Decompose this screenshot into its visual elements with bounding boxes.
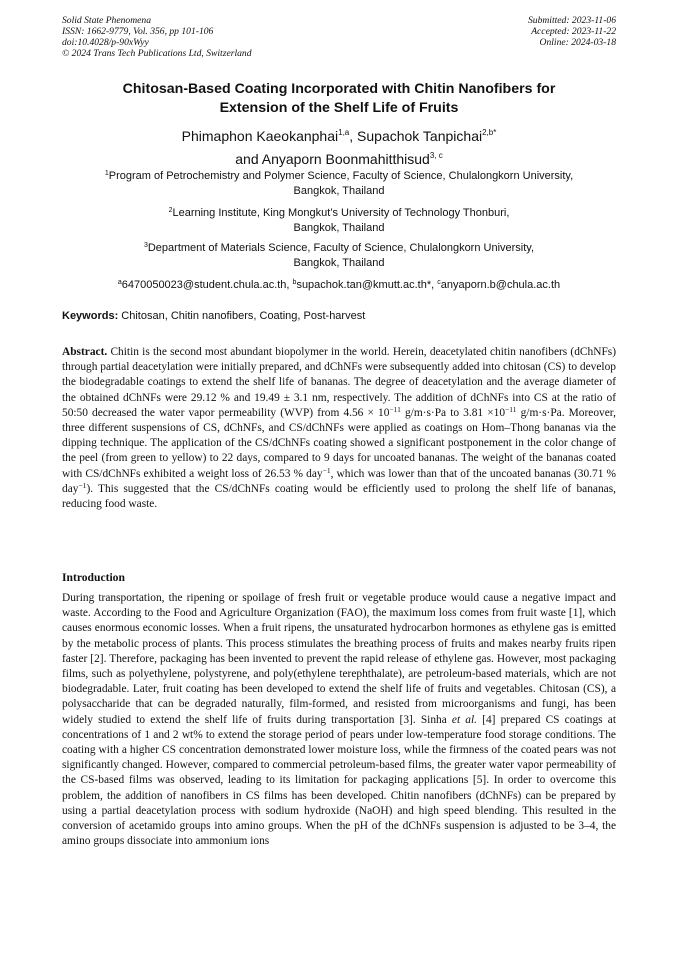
keywords-label: Keywords: xyxy=(62,310,119,322)
abstract: Abstract. Chitin is the second most abundant biopolymer in the world. Herein, deacetylated chitin nanofibers (dChNFs) through partial deacetylation were initially prepared, and dChNFs were subsequently added into chitosan (CS) to develop the biodegradable coatings to extend the shelf life of bananas. The degree of deacetylation and the average diameter of the obtained dChNFs were 29.12 % and 19.49 ± 3.1 nm, respectively. The addition of dChNFs into CS at the ratio of 50:50 decreased the water vapor permeability (WVP) from $4.56 \times 10^{-11}$ g/m·s·Pa to $3.81 \times 10^{-11}$ g/m·s·Pa. Moreover, three different suspensions of CS, dChNFs, and CS/dChNFs were applied as coatings on Hom–Thong bananas via the dipping technique. The application of the CS/dChNFs coating showed a significant postponement in the color change of the peel (from green to yellow) to 22 days, compared to 9 days for uncoated bananas. The weight of the bananas coated with CS/dChNFs exhibited a weight loss of 26.53 % day$^{-1}$, which was lower than that of the uncoated bananas (30.71 % day$^{-1}$). This suggested that the CS/dChNFs coating would be efficiently used to prolong the shelf life of bananas, reducing food waste. xyxy=(62,346,616,511)
introduction-paragraph: During transportation, the ripening or spoilage of fresh fruit or vegetable produce would cause a negative impact and waste. According to the Food and Agriculture Organization (FAO), the maximum loss comes from fruit waste [1], which causes enormous economic losses. When a fruit ripens, the unsaturated hydrocarbon hormones as ethylene gas is emitted by the metabolic process of plants. This process stimulates the breathing process of fruits and makes nearby fruits ripen faster [2]. Therefore, packaging has been invented to prevent the rapid release of ethylene gas. However, most packaging films, such as polyethylene, polystyrene, and poly(ethylene terephthalate), are petroleum-based materials, which are not biodegradable. Later, fruit coating has been developed to extend the shelf life of fruits and vegetables. Chitosan (CS), a polysaccharide that can be degraded naturally, film-formed, and resisted from microorganisms and fungi, has been widely studied to extend the shelf life of fruits during transportation [3]. Sinha et al. [4] prepared CS coatings at concentrations of 1 and 2 wt% to extend the storage period of pears under low-temperature food storage conditions. The coating with a higher CS concentration demonstrated lower moisture loss, while the firmness of the coated pears was not significantly changed. However, compared to commercial petroleum-based films, the greater water vapor permeability of the CS-based films was observed, leading to its limitation for packaging applications [5]. In order to overcome this problem, the addition of nanofibers in CS films has been developed. Chitin nanofibers (dChNFs) can be prepared by using a partial deacetylation process with sodium hydroxide (NaOH) and high speed blending. This resulted in the conversion of acetamido groups into amino groups. When the pH of the dChNFs suspension is adjusted to be 3–4, the amino groups dissociate into ammonium ions xyxy=(62,592,616,848)
introduction-heading: Introduction xyxy=(62,571,125,584)
affiliation-3: $^3$Department of Materials Science, Faculty of Science, Chulalongkorn University, Bangkok, Thailand xyxy=(143,242,535,269)
accepted-date: Accepted: 2023-11-22 xyxy=(531,26,616,37)
doi: doi:10.4028/p-90xWyy xyxy=(62,37,149,48)
journal-name: Solid State Phenomena xyxy=(62,15,151,26)
author-emails: $^a$6470050023@student.chula.ac.th, $^b$supachok.tan@kmutt.ac.th*, $^c$anyaporn.b@chula.ac.th xyxy=(117,279,561,291)
keywords xyxy=(62,310,365,322)
author-list: Phimaphon Kaeokanphai$^{1,a}$, Supachok Tanpichai$^{2,b*}$ and Anyaporn Boonmahitthisud$^{3, c}$ xyxy=(181,128,497,167)
paper-title: Chitosan-Based Coating Incorporated with Chitin Nanofibers for Extension of the Shelf Life of Fruits xyxy=(122,81,556,116)
publication-dates xyxy=(528,15,616,48)
affiliation-1: $^1$Program of Petrochemistry and Polymer Science, Faculty of Science, Chulalongkorn University, Bangkok, Thailand xyxy=(104,170,574,197)
author-3: Anyaporn Boonmahitthisud xyxy=(261,151,430,167)
online-date: Online: 2024-03-18 xyxy=(539,37,616,48)
journal-info xyxy=(62,15,252,59)
copyright: © 2024 Trans Tech Publications Ltd, Switzerland xyxy=(62,48,252,59)
keywords-text: Chitosan, Chitin nanofibers, Coating, Post-harvest xyxy=(118,310,366,322)
et-al: et al. xyxy=(451,713,477,726)
submitted-date: Submitted: 2023-11-06 xyxy=(527,15,616,26)
author-2: Supachok Tanpichai xyxy=(357,128,483,144)
issn: ISSN: 1662-9779, Vol. 356, pp 101-106 xyxy=(62,26,214,37)
author-1: Phimaphon Kaeokanphai xyxy=(181,128,339,144)
abstract-label: Abstract. xyxy=(62,346,108,358)
affiliation-2: $^2$Learning Institute, King Mongkut’s University of Technology Thonburi, Bangkok, Thailand xyxy=(168,207,510,234)
